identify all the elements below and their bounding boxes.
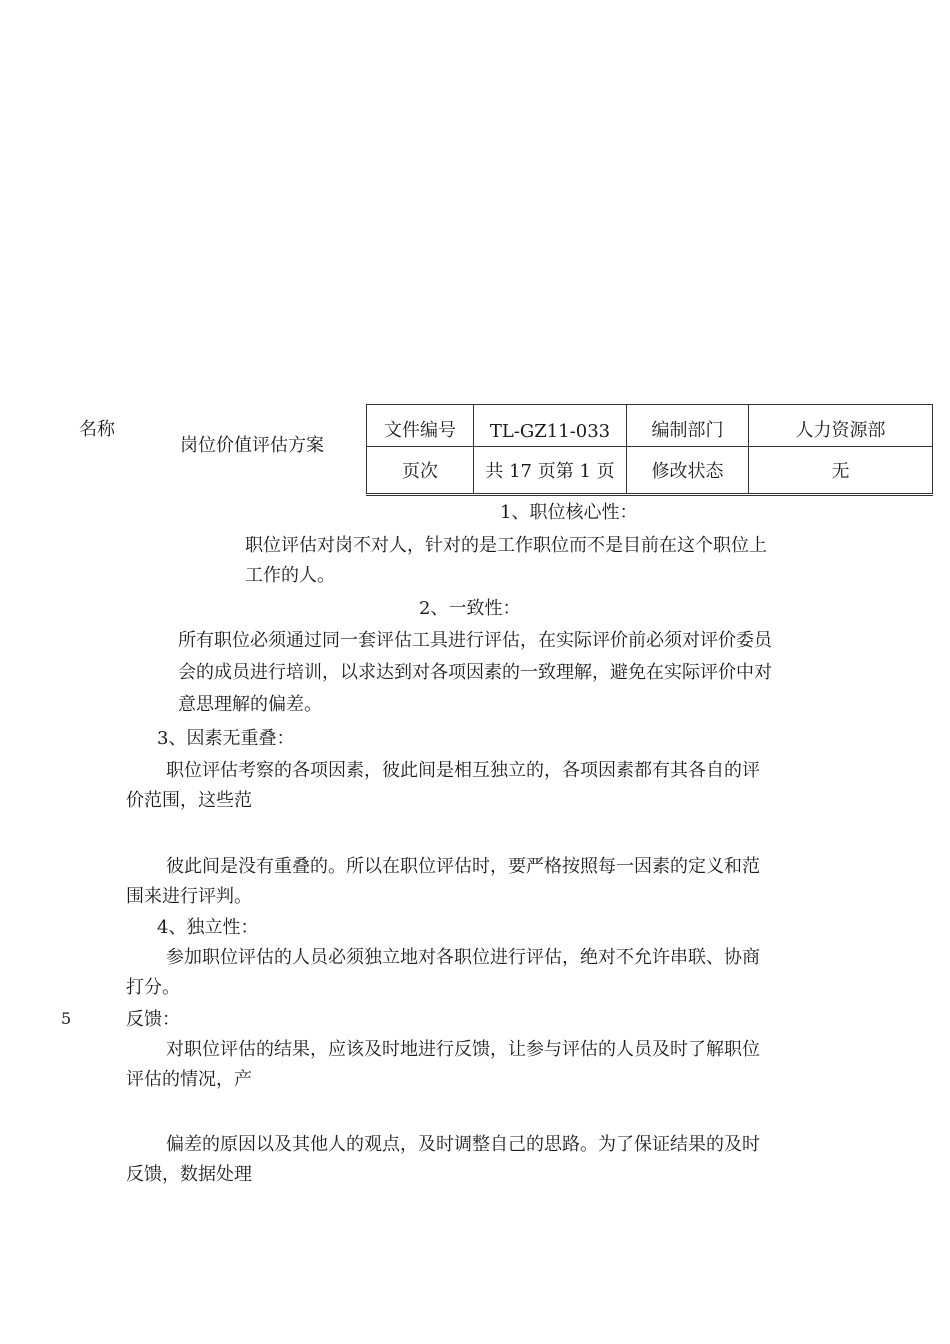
text-line: 价范围，这些范 <box>126 790 252 811</box>
file-number-label: 文件编号 <box>367 405 474 447</box>
text-line: 意思理解的偏差。 <box>178 694 322 715</box>
table-row <box>367 447 933 495</box>
text-line: 偏差的原因以及其他人的观点，及时调整自己的思路。为了保证结果的及时 <box>166 1134 760 1155</box>
department-label: 编制部门 <box>627 405 749 447</box>
section-2-heading: 2、一致性： <box>419 598 521 619</box>
text-line: 职位评估对岗不对人，针对的是工作职位而不是目前在这个职位上 <box>245 535 767 556</box>
section-2-body <box>178 625 772 721</box>
department-value: 人力资源部 <box>749 405 933 447</box>
text-line: 所有职位必须通过同一套评估工具进行评估，在实际评价前必须对评价委员 <box>178 630 772 651</box>
section-3-body-b <box>126 852 760 912</box>
section-4-body <box>126 943 760 1003</box>
revision-status-label: 修改状态 <box>627 447 749 495</box>
section-5-body-a <box>126 1035 760 1095</box>
page-label: 页次 <box>367 447 474 495</box>
text-line: 对职位评估的结果，应该及时地进行反馈，让参与评估的人员及时了解职位 <box>166 1039 760 1060</box>
file-number-value: TL-GZ11-033 <box>474 405 627 447</box>
text-line: 工作的人。 <box>245 565 335 586</box>
text-line: 评估的情况，产 <box>126 1069 252 1090</box>
section-3-heading: 3、因素无重叠： <box>157 728 295 749</box>
section-4-heading: 4、独立性： <box>157 917 259 938</box>
revision-status-value: 无 <box>749 447 933 495</box>
section-1-heading: 1、职位核心性： <box>500 502 638 523</box>
document-title: 岗位价值评估方案 <box>180 435 324 456</box>
text-line: 反馈，数据处理 <box>126 1164 252 1185</box>
name-label: 名称 <box>79 419 115 440</box>
section-1-body <box>245 531 767 591</box>
section-5-number: 5 <box>61 1009 72 1028</box>
text-line: 彼此间是没有重叠的。所以在职位评估时，要严格按照每一因素的定义和范 <box>166 856 760 877</box>
text-line: 会的成员进行培训，以求达到对各项因素的一致理解，避免在实际评价中对 <box>178 662 772 683</box>
text-line: 参加职位评估的人员必须独立地对各职位进行评估，绝对不允许串联、协商 <box>166 947 760 968</box>
section-3-body-a <box>126 756 760 816</box>
text-line: 职位评估考察的各项因素，彼此间是相互独立的，各项因素都有其各自的评 <box>166 760 760 781</box>
table-row <box>367 405 933 447</box>
section-5-body-b <box>126 1130 760 1190</box>
section-5-heading: 反馈： <box>126 1009 180 1030</box>
text-line: 围来进行评判。 <box>126 886 252 907</box>
page-value: 共 17 页第 1 页 <box>474 447 627 495</box>
document-info-table <box>366 404 933 496</box>
text-line: 打分。 <box>126 977 180 998</box>
